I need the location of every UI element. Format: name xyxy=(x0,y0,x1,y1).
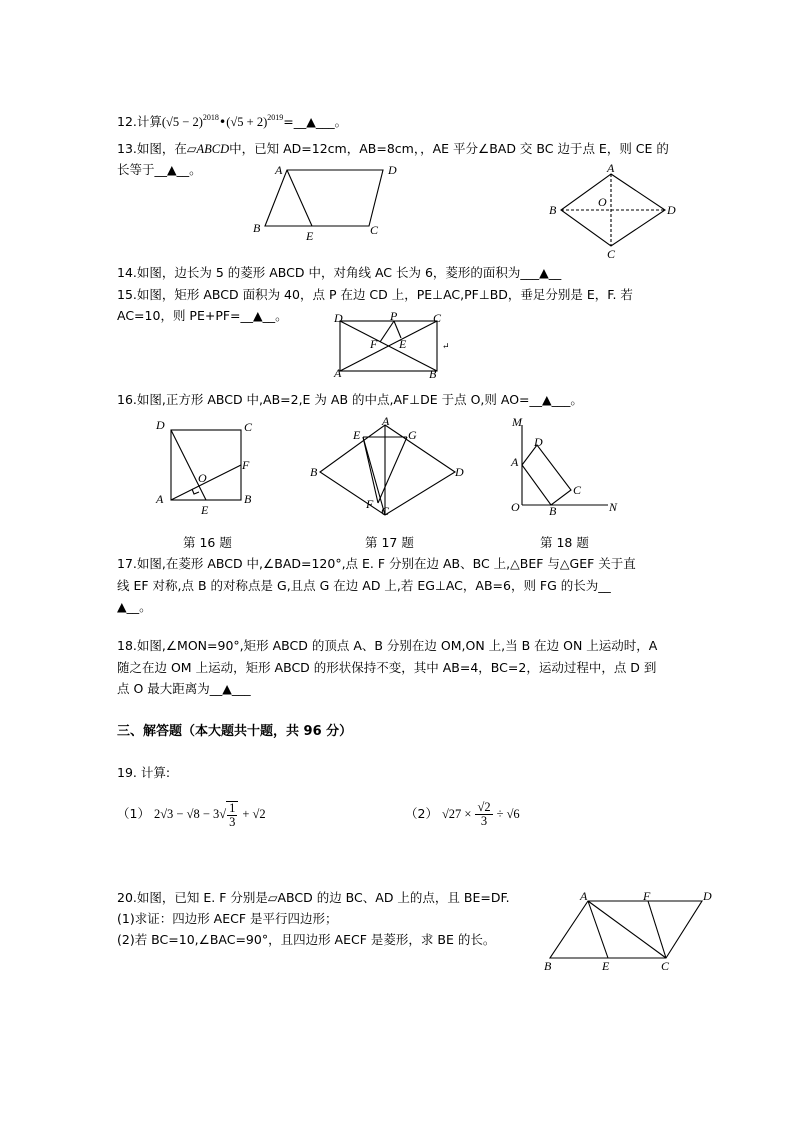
question-14: 14.如图，边长为 5 的菱形 ABCD 中，对角线 AC 长为 6，菱形的面积为___▲__ xyxy=(117,265,562,280)
caption-18: 第 18 题 xyxy=(540,535,589,550)
q18-label-A: A xyxy=(511,455,519,469)
q17-label-G: G xyxy=(408,428,417,442)
q17-label-B: B xyxy=(310,465,318,479)
q17-label-C: C xyxy=(381,504,390,518)
q20-label-A: A xyxy=(580,889,588,903)
q19-part2-fraction xyxy=(475,801,492,828)
q19-part1-frac-num: 1 xyxy=(229,800,236,815)
q19-part1-frac-den: 3 xyxy=(229,814,236,829)
q16-label-C: C xyxy=(244,420,253,434)
q19-part1-expr-b: + √2 xyxy=(242,807,266,821)
q18-label-O: O xyxy=(511,500,520,514)
q12-expr-a: (√5 − 2) xyxy=(161,115,203,129)
caption-17: 第 17 题 xyxy=(365,535,414,550)
q19-part1-label: （1） xyxy=(117,806,150,821)
q15-label-E: E xyxy=(399,337,407,351)
q17-rhombus-figure xyxy=(305,414,470,518)
q18-figure xyxy=(505,415,625,518)
q20-label-F: F xyxy=(643,889,651,903)
question-19-title: 19. 计算: xyxy=(117,765,171,780)
question-12 xyxy=(117,110,347,130)
q18-label-M: M xyxy=(512,415,522,429)
q13-label-C: C xyxy=(370,223,379,237)
q12-end: 。 xyxy=(334,114,348,129)
question-18-line3: 点 O 最大距离为__▲___ xyxy=(117,681,251,696)
q15-label-F: F xyxy=(370,337,378,351)
q12-exp-b: 2019 xyxy=(267,113,284,122)
question-16: 16.如图,正方形 ABCD 中,AB=2,E 为 AB 的中点,AF⊥DE 于点 O,则 AO=__▲___。 xyxy=(117,392,583,407)
question-15-line2: AC=10，则 PE+PF=__▲__。 xyxy=(117,308,288,323)
q20-label-B: B xyxy=(544,959,552,973)
q13-label-D: D xyxy=(388,163,397,177)
q16-label-O: O xyxy=(198,471,207,485)
q13-label-A: A xyxy=(275,163,283,177)
q15-rectangle-figure xyxy=(330,309,455,382)
q13-parallelogram: ▱ABCD xyxy=(186,142,230,156)
q12-expr-b: (√5 + 2) xyxy=(226,115,268,129)
q16-square-figure xyxy=(150,415,265,515)
q19-part2 xyxy=(405,797,520,831)
q17-label-E: E xyxy=(353,428,361,442)
question-20-line1: 20.如图，已知 E. F 分别是▱ABCD 的边 BC、AD 上的点，且 BE=DF. xyxy=(117,890,510,905)
question-18-line2: 随之在边 OM 上运动，矩形 ABCD 的形状保持不变，其中 AB=4，BC=2，运动过程中，点 D 到 xyxy=(117,660,657,675)
q14-rhombus-figure xyxy=(545,162,685,262)
q17-label-A: A xyxy=(382,414,390,428)
q15-label-P: P xyxy=(390,309,398,323)
q19-part2-frac-den: 3 xyxy=(480,814,488,828)
q16-label-D: D xyxy=(156,418,165,432)
q15-label-D: D xyxy=(334,311,343,325)
q12-exp-a: 2018 xyxy=(202,113,219,122)
question-13-line2: 长等于__▲__。 xyxy=(117,162,202,177)
q15-label-A: A xyxy=(334,366,342,380)
question-17-line1: 17.如图,在菱形 ABCD 中,∠BAD=120°,点 E. F 分别在边 AB、BC 上,△BEF 与△GEF 关于直 xyxy=(117,556,636,571)
question-17-line3: ▲__。 xyxy=(117,599,152,614)
q12-answer: __▲___ xyxy=(293,114,335,129)
q20-label-D: D xyxy=(703,889,712,903)
q14-label-B: B xyxy=(549,203,557,217)
q18-label-N: N xyxy=(609,500,618,514)
q13-label-E: E xyxy=(306,229,314,243)
q17-label-D: D xyxy=(455,465,464,479)
q19-part1-expr-a: 2√3 − √8 − 3 xyxy=(153,807,220,821)
q14-label-D: D xyxy=(667,203,676,217)
question-20-line3: (2)若 BC=10,∠BAC=90°，且四边形 AECF 是菱形，求 BE 的长。 xyxy=(117,932,496,947)
question-18-line1: 18.如图,∠MON=90°,矩形 ABCD 的顶点 A、B 分别在边 OM,ON 上,当 B 在边 ON 上运动时，A xyxy=(117,638,658,653)
q12-prefix: 12.计算 xyxy=(117,114,162,129)
q17-label-F: F xyxy=(366,497,374,511)
q12-dot: • xyxy=(218,114,227,129)
q20-label-C: C xyxy=(661,959,670,973)
q13-parallelogram-figure xyxy=(250,160,420,245)
q18-label-B: B xyxy=(549,504,557,518)
q15-return-mark: ↵ xyxy=(442,341,450,351)
q13-label-B: B xyxy=(253,221,261,235)
q18-label-C: C xyxy=(573,483,582,497)
q12-equals: = xyxy=(283,114,294,129)
q14-label-C: C xyxy=(607,247,616,261)
q19-part1-sqrt-sign: √ xyxy=(219,807,227,821)
q15-label-C: C xyxy=(433,311,442,325)
caption-16: 第 16 题 xyxy=(183,535,232,550)
q16-label-E: E xyxy=(201,503,209,517)
q19-part2-frac-num: √2 xyxy=(477,800,491,814)
q20-label-E: E xyxy=(602,959,610,973)
q14-label-A: A xyxy=(607,161,615,175)
q19-part1 xyxy=(117,797,266,831)
q13-text: 中，已知 AD=12cm，AB=8cm，，AE 平分∠BAD 交 BC 边于点 E，则 CE 的 xyxy=(229,141,669,156)
q20-parallelogram-figure xyxy=(540,885,720,975)
q18-label-D: D xyxy=(534,435,543,449)
q16-label-B: B xyxy=(244,492,252,506)
q19-part2-label: （2） xyxy=(405,806,438,821)
q19-part2-expr-a: √27 × xyxy=(441,807,472,821)
q16-label-F: F xyxy=(242,458,250,472)
q16-label-A: A xyxy=(156,492,164,506)
q14-label-O: O xyxy=(598,195,607,209)
question-15-line1: 15.如图，矩形 ABCD 面积为 40，点 P 在边 CD 上，PE⊥AC,PF⊥BD，垂足分别是 E，F. 若 xyxy=(117,287,633,302)
question-20-line2: (1)求证：四边形 AECF 是平行四边形； xyxy=(117,911,338,926)
q19-part1-fraction xyxy=(226,801,238,829)
q15-label-B: B xyxy=(429,367,437,381)
section-3-heading: 三、解答题（本大题共十题，共 96 分） xyxy=(117,724,353,739)
q19-part2-expr-b: ÷ √6 xyxy=(496,807,520,821)
question-17-line2: 线 EF 对称,点 B 的对称点是 G,且点 G 在边 AD 上,若 EG⊥AC，AB=6，则 FG 的长为__ xyxy=(117,578,611,593)
question-13-line1 xyxy=(117,141,669,157)
q13-prefix: 13.如图，在 xyxy=(117,141,187,156)
